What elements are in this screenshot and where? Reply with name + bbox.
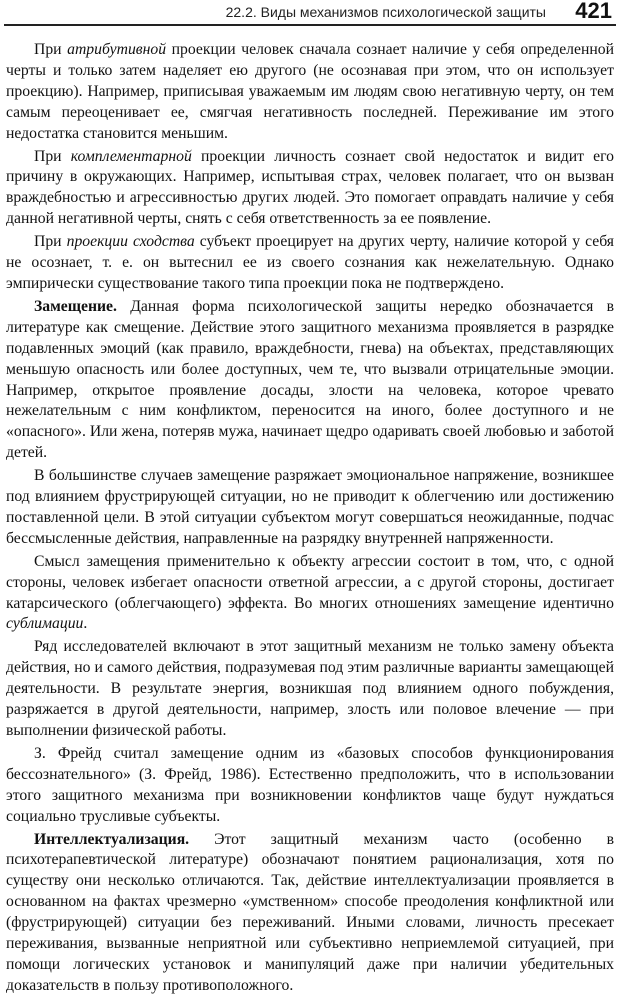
page-number: 421 (575, 0, 612, 23)
paragraph-complementary-projection: При комплементарной проекции личность сознает свой недостаток и видит его причину в окружающих. Например, испытывая страх, человек полагает, что он вызван враждебностью и агрессивностью других людей. Это помогает оправдать наличие у себя данной негативной черты, снять с себя ответственность за ее появление. (6, 147, 614, 228)
paragraph-freud-quote: З. Фрейд считал замещение одним из «базовых способов функционирования бессознательного» (З. Фрейд, 1986). Естественно предположить, что в использовании этого защитного механизма при возникновении конфликтов чаще будут нуждаться социально трусливые субъекты. (6, 744, 614, 825)
paragraph-displacement: Замещение. Данная форма психологической защиты нередко обозначается в литературе как смещение. Действие этого защитного механизма проявляется в разрядке подавленных эмоций (как правило, враждебности, гнева) на объектах, представляющих меньшую опасность или более доступных, чем те, что вызвали отрицательные эмоции. Например, открытое проявление досады, злости на человека, которое чревато нежелательным с ним конфликтом, переносится на иного, более доступного и не «опасного». Или жена, потеряв мужа, начинает щедро одаривать своей любовью и заботой детей. (6, 297, 614, 462)
section-heading: Замещение. (34, 297, 117, 315)
section-heading: Интеллектуализация. (34, 830, 190, 848)
paragraph-attributive-projection: При атрибутивной проекции человек сначала сознает наличие у себя определенной черты и только затем наделяет ею другого (не осознавая при этом, что он использует проекцию). Например, приписывая уважаемым им людям свою негативную черту, он тем самым переоценивает ее, смягчая негативность последней. Переживание им этого недостатка становится меньшим. (6, 41, 614, 142)
section-title: 22.2. Виды механизмов психологической защиты (225, 4, 546, 20)
term-italic: проекции сходства (66, 233, 195, 251)
paragraph-displacement-meaning: Смысл замещения применительно к объекту агрессии состоит в том, что, с одной стороны, человек избегает опасности ответной агрессии, а с другой стороны, достигает катарсического (облегчающего) эффекта. Во многих отношениях замещение идентично сублимации. (6, 552, 614, 633)
term-italic: комплементарной (70, 147, 192, 165)
paragraph-displacement-tension: В большинстве случаев замещение разряжает эмоциональное напряжение, возникшее под влиянием фрустрирующей ситуации, но не приводит к облегчению или достижению поставленной цели. В этой ситуации субъектом могут совершаться неожиданные, подчас бессмысленные действия, направленные на разрядку внутренней напряженности. (6, 467, 614, 547)
running-header (4, 0, 616, 26)
term-italic: сублимации (6, 615, 84, 633)
paragraph-intellectualization: Интеллектуализация. Этот защитный механизм часто (особенно в психотерапевтической литературе) обозначают понятием рационализация, хотя по существу они несколько отличаются. Так, действие интеллектуализации проявляется в основанном на фактах чрезмерно «умственном» способе преодоления конфликтной или (фрустрирующей) ситуации без переживаний. Иными словами, личность пресекает переживания, вызванные неприятной или субъективно неприемлемой ситуацией, при помощи логических установок и манипуляций даже при наличии убедительных доказательств в пользу противоположного. (6, 830, 614, 994)
paragraph-similarity-projection: При проекции сходства субъект проецирует на других черту, наличие которой у себя не осознает, т. е. он вытеснил ее из своего сознания как нежелательную. Однако эмпирически существование такого типа проекции пока не подтверждено. (6, 233, 614, 292)
term-italic: атрибутивной (67, 41, 167, 58)
body-text (6, 40, 614, 997)
paragraph-substitute-activity: Ряд исследователей включают в этот защитный механизм не только замену объекта действия, но и самого действия, подразумевая под этим различные варианты замещающей деятельности. В результате энергия, возникшая под влиянием одного побуждения, разряжается в другой деятельности, например, злость или половое влечение — при выполнении физической работы. (6, 638, 614, 739)
